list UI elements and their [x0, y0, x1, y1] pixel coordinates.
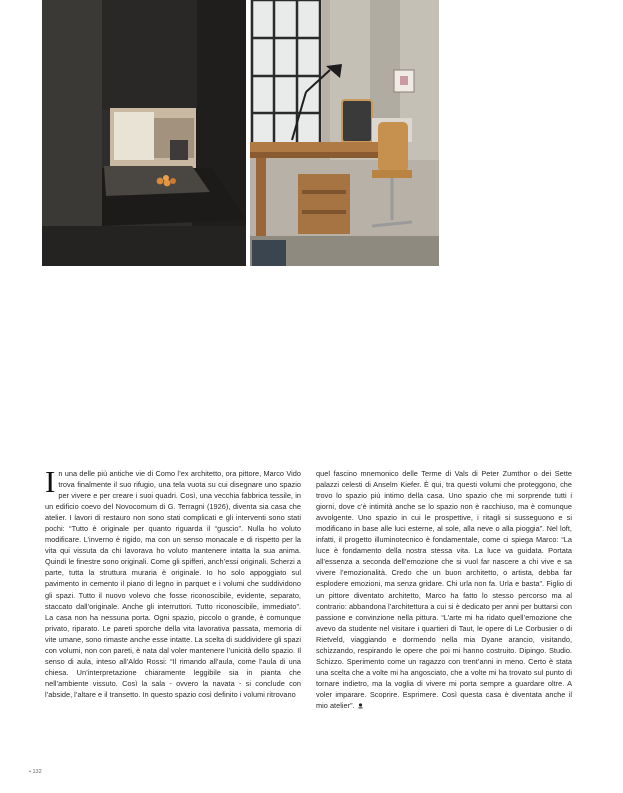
photo-dark-volume-illustration [42, 0, 246, 266]
article-paragraph-left [45, 464, 301, 700]
page-number-value: 132 [32, 769, 42, 775]
article-column-left [45, 464, 301, 700]
article-text-right: quel fascino mnemonico delle Terme di Vals di Peter Zumthor o dei Sette palazzi celesti di Anselm Kiefer. È qui, tra questi volumi che proteggono, che trovo lo spazio più intimo della casa. Uno spazio che mi sorprende tutti i giorni, dove c’è intimità anche se lo spazio non è racchiuso, ma è comunque avvolgente. Uno spazio in cui le prospettive, i ritagli si susseguono e si modificano in base alle luci esterne, al sole, alla neve o alla pioggia”. Nel loft, infatti, il progetto illuminotecnico è fondamentale, come ci spiega Marco: “La luce è fondamento della nostra stessa vita. La luce va guidata. Portata all’essenza a seconda dell’emozione che si vuol far nascere a chi vive e sa vivere l’emozionalità. Credo che un buon architetto, o artista, debba far esplodere emozioni, ma senza gridare. Chi urla non fa. Urla e basta”. Figlio di un pittore diventato architetto, Marco ha fatto lo stesso percorso ma al contrario: abbandona l’architettura a cui si è dedicato per anni per buttarsi con passione e convinzione nella pittura. “L’arte mi ha ridato quell’emozione che avevo da studente nel visitare i quartieri di Taut, le opere di Le Corbusier o di Rietveld, viaggiando e dormendo nella mia Dyane arancio, visitando, schizzando, respirando le opere che poi mi hanno costruito. Dipingo. Studio. Schizzo. Sperimento come un ragazzo con trent’anni in meno. Certo è stata una scelta che a volte mi ha angosciato, che a volte mi ha trovato sul punto di tornare indietro, ma la voglia di vivere mi porta sempre a guardare oltre. A voler imparare. Scoprire. Esprimere. Così questa casa è diventata anche il mio atelier”. [316, 469, 572, 710]
photo-workspace-desk [250, 0, 439, 266]
end-of-article-icon [358, 703, 363, 709]
page-number: • 132 [29, 769, 42, 775]
article-column-right [316, 468, 572, 711]
photo-dark-volume-opening [42, 0, 246, 266]
article-paragraph-right [316, 468, 572, 711]
photo-workspace-illustration [250, 0, 439, 266]
drop-cap: I [45, 464, 56, 499]
article-text-left: n una delle più antiche vie di Como l’ex architetto, ora pittore, Marco Vido trova finalmente il suo rifugio, una tela vuota su cui disegnare uno spazio per vivere e per creare i suoi quadri. Così, una vecchia fabbrica tessile, in un edificio coevo del Novocomum di G. Terragni (1926), diventa sia casa che atelier. I lavori di restauro non sono stati complicati e gli interventi sono stati pochi: “Tutto è originale per quanto riguarda il “guscio”. Nulla ho voluto modificare. L’inverno è rigido, ma con un senso monacale e di rispetto per la vita qui vissuta da chi lavorava ho voluto mantenere intatta la sua anima. Quindi le finestre sono originali. Come gli spifferi, anch’essi originali. Scherzi a parte, tutta la struttura muraria è originale. Io ho solo appoggiato sul pavimento in cemento il piano di legno in parquet e i volumi che suddividono gli spazi. Tutto il nuovo volevo che fosse riconoscibile, evidente, separato, staccato dall’originale. Anche gli interruttori. Tutto riconoscibile, immediato”. La casa non ha nessuna porta. Ogni spazio, piccolo o grande, è comunque privato, riparato. Le pareti sporche della vita lavorativa passata, memoria di vite umane, sono rimaste anche esse intatte. La scelta di suddividere gli spazi con volumi, non con pareti, è nata dal voler mantenere l’unicità dello spazio. Il senso di aula, inteso all’Aldo Rossi: “Il rimando all’aula, come l’aula di una chiesa. Un’interpretazione chiaramente leggibile sia in pianta che nell’ambiente vissuto. Così la sala - ovvero la navata - si conclude con l’abside, l’altare e il transetto. In questo spazio così definito i volumi ritrovano [45, 469, 301, 699]
